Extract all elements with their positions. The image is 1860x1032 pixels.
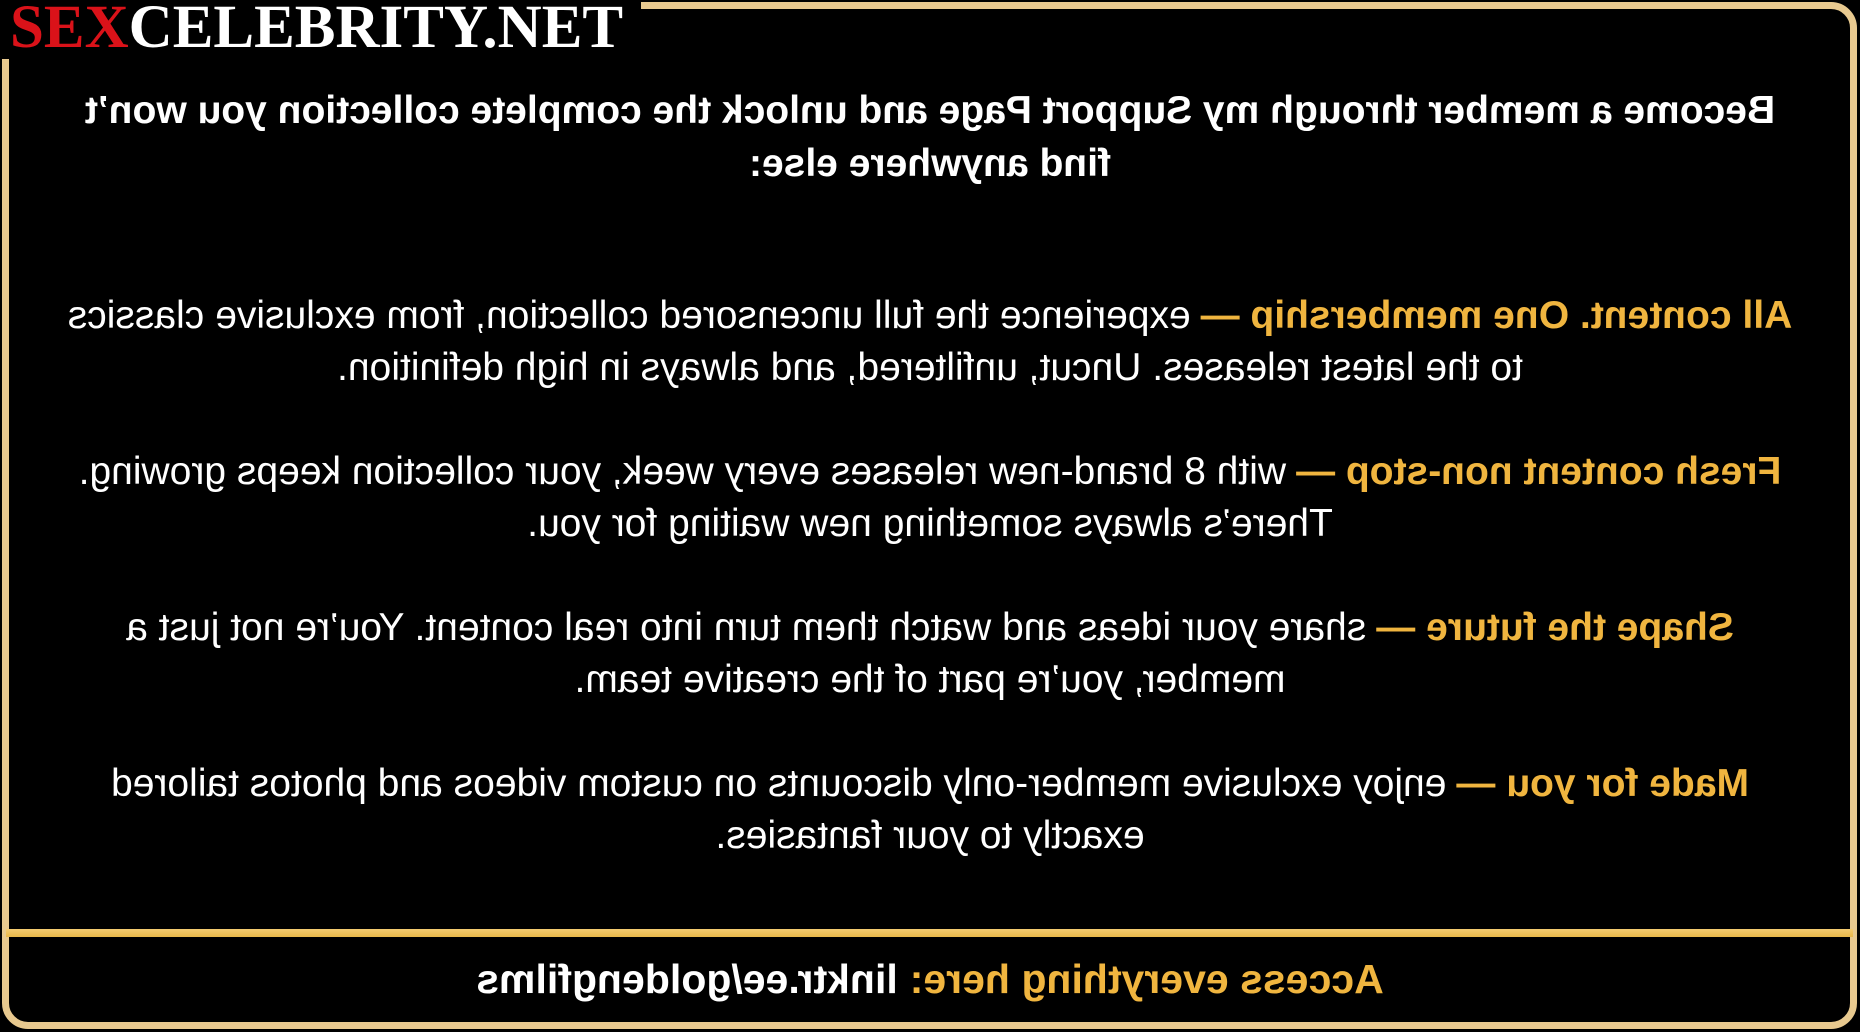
benefit-all-content-body: experience the full uncensored collection, from exclusive classics to the latest releases. Uncut, unfiltered, and always in high definition. [67, 294, 1523, 389]
site-logo [0, 0, 641, 59]
promo-copy [50, 64, 1810, 862]
footer-access-line [0, 954, 1860, 1004]
benefit-all-content-heading: All content. One membership — [1200, 294, 1793, 337]
benefit-shape-future-body: share your ideas and watch them turn into real content. You’re not just a member, you’re part of the creative team. [126, 606, 1367, 701]
benefit-fresh-content-body: with 8 brand-new releases every week, your collection keeps growing. There’s always something new waiting for you. [78, 450, 1333, 545]
benefit-fresh-content [63, 446, 1798, 550]
site-logo-suffix: CELEBRITY.NET [128, 0, 624, 61]
benefit-made-for-you-body: enjoy exclusive member-only discounts on custom videos and photos tailored exactly to your fantasies. [111, 762, 1447, 857]
benefit-made-for-you-heading: Made for you — [1456, 762, 1749, 805]
site-logo-prefix: SEX [10, 0, 129, 61]
benefit-shape-future [63, 602, 1798, 706]
footer-access-label: Access everything here: [909, 956, 1384, 1002]
benefit-shape-future-heading: Shape the future — [1376, 606, 1734, 649]
gold-divider-line [6, 929, 1853, 937]
benefit-all-content [63, 290, 1798, 394]
benefit-fresh-content-heading: Fresh content non-stop — [1296, 450, 1782, 493]
footer-link-text: linktr.ee/goldengfilms [476, 956, 898, 1002]
benefit-made-for-you [63, 758, 1798, 862]
intro-text: Become a member through my Support Page and unlock the complete collection you won’t find anywhere else: [84, 89, 1776, 185]
